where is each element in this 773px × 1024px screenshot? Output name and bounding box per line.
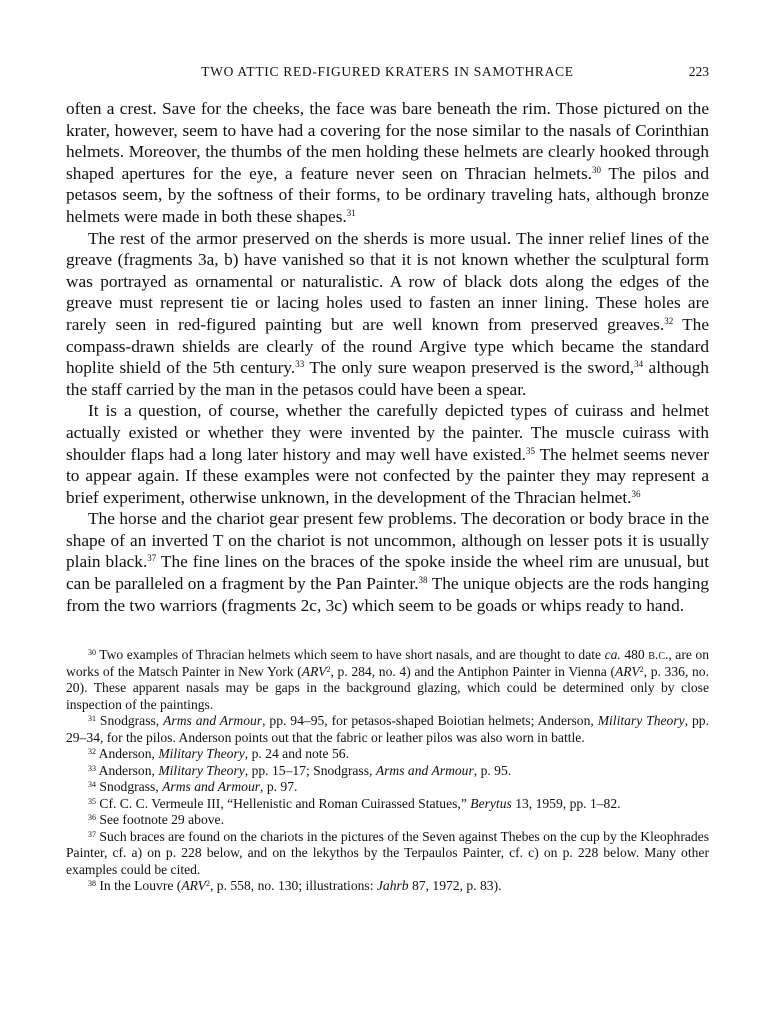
note-marker: 31 (346, 207, 356, 218)
text-run: , pp. 94–95, for petasos-shaped Boiotian helmets; Anderson, (262, 713, 598, 729)
italic-text: ca. (604, 647, 621, 663)
note-marker: 33 (88, 763, 96, 773)
italic-text: Arms and Armour (162, 779, 261, 795)
text-run: See footnote 29 above. (96, 812, 224, 828)
paragraph (66, 400, 709, 508)
footnote (66, 647, 709, 713)
text-run: The rest of the armor preserved on the sherds is more usual. The inner relief lines of the greave (fragments 3a, b) have vanished so that it is not known whether the sculptural form was portrayed as ornamental or naturalistic. A row of black dots along the edges of the greave must represent tie or lacing holes used to fasten an inner lining. These holes are rarely seen in red-figured painting but are well known from preserved greaves. (66, 228, 709, 334)
text-run: Anderson, (96, 762, 159, 778)
note-marker: 34 (88, 780, 96, 790)
text-run: The pilos and petasos seem, by the softness of their forms, to be ordinary traveling hats, although bronze helmets were made in both these shapes. (66, 163, 710, 226)
footnote (66, 779, 709, 796)
text-run: , pp. 29–34, for the pilos. Anderson points out that the fabric or leather pilos was also worn in battle. (66, 713, 709, 745)
italic-text: ARV (614, 663, 640, 679)
body-text (66, 98, 709, 616)
small-caps-text: b.c. (648, 647, 669, 663)
footnotes (66, 647, 709, 895)
running-header (66, 62, 709, 84)
italic-text: Military Theory (597, 713, 685, 729)
italic-text: Military Theory (158, 746, 245, 762)
text-run: In the Louvre ( (96, 878, 182, 894)
paragraph (66, 98, 709, 228)
note-marker: 38 (418, 575, 428, 586)
note-marker: 36 (631, 488, 641, 499)
text-run: although the staff carried by the man in the petasos could have been a spear. (66, 358, 709, 399)
note-marker: 35 (88, 796, 96, 806)
text-run: 87, 1972, p. 83). (408, 878, 502, 894)
footnote (66, 796, 709, 813)
note-marker: 30 (592, 164, 601, 175)
text-run: , p. 97. (260, 779, 298, 795)
text-run: , p. 558, no. 130; illustrations: (209, 878, 377, 894)
italic-text: Arms and Armour (163, 713, 263, 729)
note-marker: 2 (639, 664, 644, 674)
note-marker: 31 (88, 714, 96, 724)
text-run: The compass-drawn shields are clearly of the round Argive type which became the standard hoplite shield of the 5th century. (66, 314, 709, 378)
footnote (66, 713, 709, 746)
text-run: often a crest. Save for the cheeks, the face was bare beneath the rim. Those pictured on the krater, however, seem to have had a covering for the nose similar to the nasals of Corinthian helmets. Moreover, the thumbs of the men holding these helmets are clearly hooked through shaped apertures for the eye, a feature never seen on Thracian helmets. (66, 99, 709, 183)
text-run: 13, 1959, pp. 1–82. (511, 795, 621, 811)
text-run: Two examples of Thracian helmets which seem to have short nasals, and are thought to date (96, 647, 605, 663)
note-marker: 2 (205, 879, 210, 889)
text-run: The helmet seems never to appear again. If these examples were not confected by the painter they may represent a brief experiment, otherwise unknown, in the development of the Thracian helmet. (66, 444, 709, 507)
note-marker: 37 (88, 829, 96, 839)
note-marker: 37 (147, 553, 157, 564)
italic-text: ARV (181, 878, 206, 894)
text-run: , p. 24 and note 56. (244, 746, 349, 762)
text-run: Cf. C. C. Vermeule III, “Hellenistic and Roman Cuirassed Statues,” (96, 795, 471, 811)
text-run: The only sure weapon preserved is the sword, (304, 358, 635, 378)
note-marker: 33 (295, 359, 305, 370)
footnote (66, 763, 709, 780)
document-page (66, 62, 709, 895)
text-run: Anderson, (96, 746, 159, 762)
text-run: The fine lines on the braces of the spoke inside the wheel rim are unusual, but can be paralleled on a fragment by the Pan Painter. (66, 552, 709, 594)
note-marker: 32 (664, 315, 674, 326)
text-run: Such braces are found on the chariots in the pictures of the Seven against Thebes on the cup by the Kleophrades Painter, cf. a) on p. 228 below, and on the lekythos by the Terpaulos Painter, cf. c) on p. 228 below. Many other examples could be cited. (66, 828, 709, 877)
footnote (66, 878, 709, 895)
text-run: The unique objects are the rods hanging from the two warriors (fragments 2c, 3c) which seem to be goads or whips ready to hand. (66, 574, 709, 615)
note-marker: 36 (88, 813, 96, 823)
note-marker: 35 (525, 445, 535, 456)
footnote (66, 812, 709, 829)
italic-text: Arms and Armour (375, 762, 474, 778)
text-run: The horse and the chariot gear present few problems. The decoration or body brace in the shape of an inverted T on the chariot is not uncommon, although on lesser pots it is usually plain black. (66, 509, 709, 572)
text-run: Snodgrass, (96, 779, 163, 795)
note-marker: 38 (88, 879, 96, 889)
text-run: , p. 336, no. 20). These apparent nasals may be gaps in the background glazing, which could be determined only by close inspection of the paintings. (66, 663, 709, 712)
footnote (66, 746, 709, 763)
italic-text: Jahrb (376, 878, 409, 894)
text-run: 480 (620, 647, 649, 663)
italic-text: Military Theory (158, 762, 245, 778)
text-run: Snodgrass, (96, 713, 164, 729)
note-marker: 32 (88, 747, 96, 757)
text-run: It is a question, of course, whether the carefully depicted types of cuirass and helmet actually existed or whether they were invented by the painter. The muscle cuirass with shoulder flaps had a long later history and may well have existed. (66, 401, 709, 464)
italic-text: Berytus (470, 795, 512, 811)
note-marker: 2 (326, 664, 331, 674)
text-run: , pp. 15–17; Snodgrass, (244, 762, 376, 778)
note-marker: 30 (88, 648, 96, 658)
text-run: , p. 284, no. 4) and the Antiphon Painter in Vienna ( (330, 663, 615, 679)
text-run: , p. 95. (473, 762, 512, 778)
paragraph (66, 228, 709, 401)
footnote (66, 829, 709, 879)
paragraph (66, 508, 709, 616)
page-number: 223 (688, 64, 709, 79)
running-title: TWO ATTIC RED-FIGURED KRATERS IN SAMOTHRACE (201, 64, 574, 79)
note-marker: 34 (634, 359, 644, 370)
text-run: , are on works of the Matsch Painter in New York ( (66, 647, 710, 679)
italic-text: ARV (301, 663, 327, 679)
